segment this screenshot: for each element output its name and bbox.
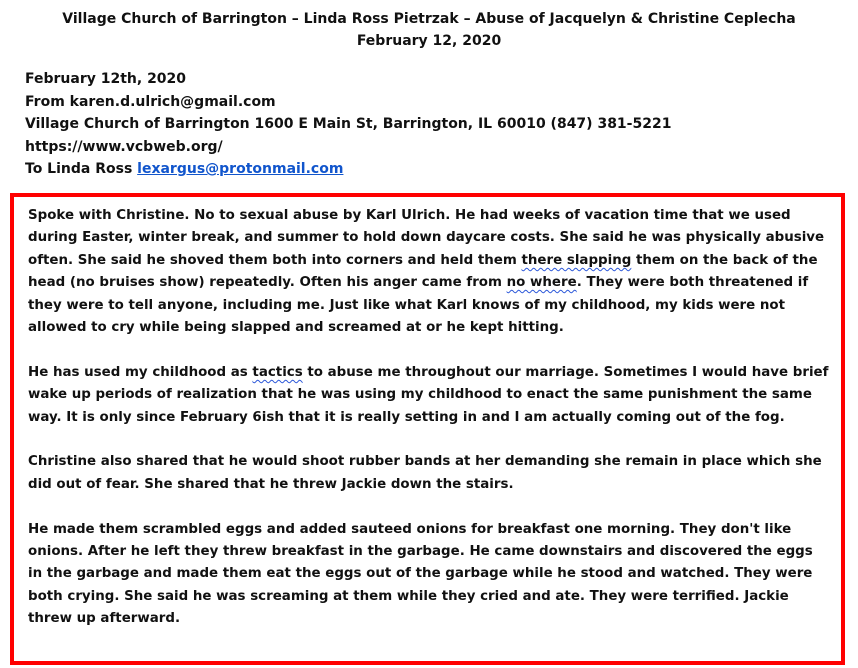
- header-date: February 12th, 2020: [25, 71, 187, 87]
- note-paragraph-3: Christine also shared that he would shoot rubber bands at her demanding she remain in place which she did out of fear. She shared that he threw Jackie down the stairs.: [28, 454, 822, 492]
- paragraph-text: Spoke with Christine. No to sexual abuse by Karl Ulrich. He had weeks of vacation time that we used during Easter, winter break, and summer to hold down daycare costs. She said he was physically abusive often. She said he shoved them both into corners and held them: [28, 208, 825, 268]
- letter-header: [25, 68, 671, 181]
- note-body: [28, 205, 830, 631]
- note-paragraph-2: [28, 362, 830, 429]
- note-paragraph-4: He made them scrambled eggs and added sauteed onions for breakfast one morning. They don't like onions. After he left they threw breakfast in the garbage. He came downstairs and discovered the eggs in the garbage and made them eat the eggs out of the garbage while he stood and watched. They were both crying. She said he was screaming at them while they cried and ate. They were terrified. Jackie threw up afterward.: [28, 521, 813, 627]
- paragraph-text: He has used my childhood as: [28, 364, 253, 380]
- spellcheck-flag: tactics: [252, 364, 303, 380]
- header-from: From karen.d.ulrich@gmail.com: [25, 93, 276, 110]
- spellcheck-flag: there slapping: [521, 252, 632, 268]
- note-paragraph-1: [28, 205, 830, 339]
- header-website: https://www.vcbweb.org/: [25, 138, 223, 155]
- header-to: [25, 158, 671, 181]
- header-to-prefix: To Linda Ross: [25, 161, 138, 177]
- document-title: [0, 8, 858, 52]
- title-line-2: February 12, 2020: [356, 33, 502, 49]
- paragraph-text: to abuse me throughout our marriage. Sometimes I would have brief wake up periods of realization that he was using my childhood to enact the same punishment the same way. It is only since February 6ish that it is really setting in and I am actually coming out of the fog.: [28, 364, 829, 425]
- title-line-1: Village Church of Barrington – Linda Ross Pietrzak – Abuse of Jacquelyn & Christine Ceplecha: [62, 11, 796, 27]
- paragraph-text: them on the back of the head (no bruises show) repeatedly. Often his anger came from: [28, 252, 818, 291]
- recipient-email-link[interactable]: lexargus@protonmail.com: [137, 161, 344, 177]
- spellcheck-flag: no where: [506, 275, 577, 291]
- header-address: Village Church of Barrington 1600 E Main St, Barrington, IL 60010 (847) 381-5221: [25, 116, 672, 132]
- paragraph-text: . They were both threatened if they were to tell anyone, including me. Just like what Karl knows of my childhood, my kids were not allowed to cry while being slapped and screamed at or he kept hitting.: [28, 275, 809, 336]
- highlighted-note-box: [10, 193, 845, 665]
